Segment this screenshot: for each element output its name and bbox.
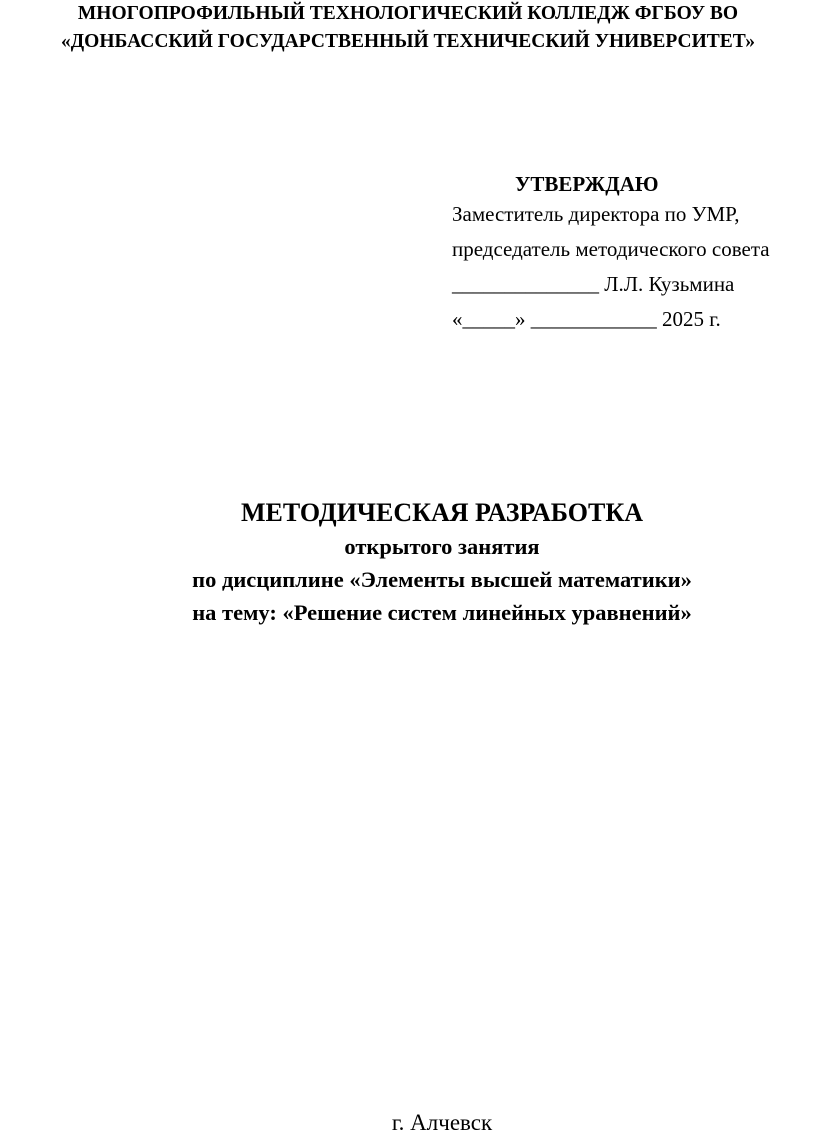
document-topic: на тему: «Решение систем линейных уравнений» xyxy=(192,600,692,625)
document-subtitle-block xyxy=(0,530,816,629)
approval-title: УТВЕРЖДАЮ xyxy=(515,172,659,196)
document-discipline: по дисциплине «Элементы высшей математики» xyxy=(192,567,692,592)
city-label: г. Алчевск xyxy=(391,1110,493,1135)
document-subtitle: открытого занятия xyxy=(344,534,540,559)
document-title: МЕТОДИЧЕСКАЯ РАЗРАБОТКА xyxy=(241,498,643,527)
institution-name-line1: МНОГОПРОФИЛЬНЫЙ ТЕХНОЛОГИЧЕСКИЙ КОЛЛЕДЖ ФГБОУ ВО xyxy=(77,3,739,24)
approver-position-line1: Заместитель директора по УМР, xyxy=(452,202,740,226)
approver-position-line2: председатель методического совета xyxy=(452,237,770,261)
approval-date-line: «_____» ____________ 2025 г. xyxy=(452,307,721,331)
institution-name-line2: «ДОНБАССКИЙ ГОСУДАРСТВЕННЫЙ ТЕХНИЧЕСКИЙ УНИВЕРСИТЕТ» xyxy=(60,31,756,52)
approver-signature-line: ______________ Л.Л. Кузьмина xyxy=(452,272,735,296)
institution-header xyxy=(0,0,816,56)
